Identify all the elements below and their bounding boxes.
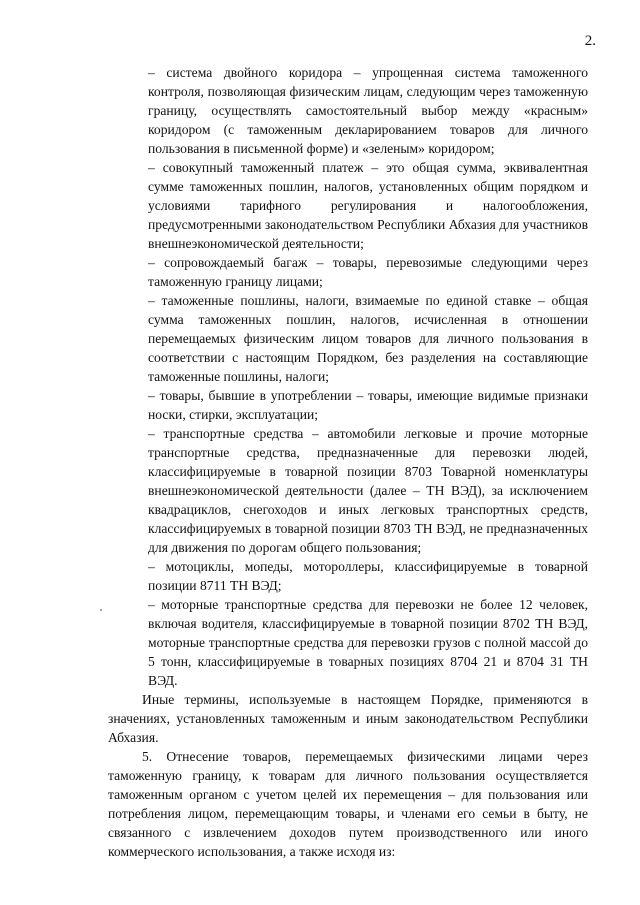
definition-motorcycles: – мотоциклы, мопеды, мотороллеры, классифицируемые в товарной позиции 8711 ТН ВЭД; bbox=[148, 559, 588, 593]
other-terms-paragraph: Иные термины, используемые в настоящем Порядке, применяются в значениях, установленных таможенным и иным законодательством Республики Абхазия. bbox=[108, 692, 588, 745]
definition-single-rate-duties: – таможенные пошлины, налоги, взимаемые по единой ставке – общая сумма таможенных пошлин, налогов, исчисленная в отношении перемещаемых физическим лицом товаров для личного пользования в соответствии с настоящим Порядком, без разделения на составляющие таможенные пошлины, налоги; bbox=[148, 293, 588, 384]
definition-vehicles: – транспортные средства – автомобили легковые и прочие моторные транспортные средства, предназначенные для перевозки людей, классифицируемые в товарной позиции 8703 Товарной номенклатуры внешнеэкономической деятельности (далее – ТН ВЭД), за исключением квадрациклов, снегоходов и иных легковых транспортных средств, классифицируемых в товарной позиции 8703 ТН ВЭД, не предназначенных для движения по дорогам общего пользования; bbox=[148, 426, 588, 555]
document-body bbox=[108, 63, 588, 861]
definition-accompanied-baggage: – сопровождаемый багаж – товары, перевозимые следующими через таможенную границу лицами; bbox=[148, 255, 588, 289]
definition-double-corridor: – система двойного коридора – упрощенная система таможенного контроля, позволяющая физическим лицам, следующим через таможенную границу, осуществлять самостоятельный выбор между «красным» коридором (с таможенным декларированием товаров для личного пользования в письменной форме) и «зеленым» коридором; bbox=[148, 65, 588, 156]
page-number: 2. bbox=[584, 33, 596, 49]
definition-total-customs-payment: – совокупный таможенный платеж – это общая сумма, эквивалентная сумме таможенных пошлин, налогов, установленных общим порядком и условиями тарифного регулирования и налогообложения, предусмотренными законодательством Республики Абхазия для участников внешнеэкономической деятельности; bbox=[148, 160, 588, 251]
definition-motor-transport: – моторные транспортные средства для перевозки не более 12 человек, включая водителя, классифицируемые в товарной позиции 8702 ТН ВЭД, моторные транспортные средства для перевозки грузов с полной массой до 5 тонн, классифицируемые в товарных позициях 8704 21 и 8704 31 ТН ВЭД. bbox=[148, 597, 588, 688]
definition-used-goods: – товары, бывшие в употреблении – товары, имеющие видимые признаки носки, стирки, эксплуатации; bbox=[148, 388, 588, 422]
scan-speck bbox=[100, 609, 102, 611]
section-5-paragraph: 5. Отнесение товаров, перемещаемых физическими лицами через таможенную границу, к товарам для личного пользования осуществляется таможенным органом с учетом целей их перемещения – для пользования или потребления лицом, перемещающим товары, и членами его семьи в быту, не связанного с извлечением доходов путем производственного или иного коммерческого использования, а также исходя из: bbox=[108, 749, 588, 859]
